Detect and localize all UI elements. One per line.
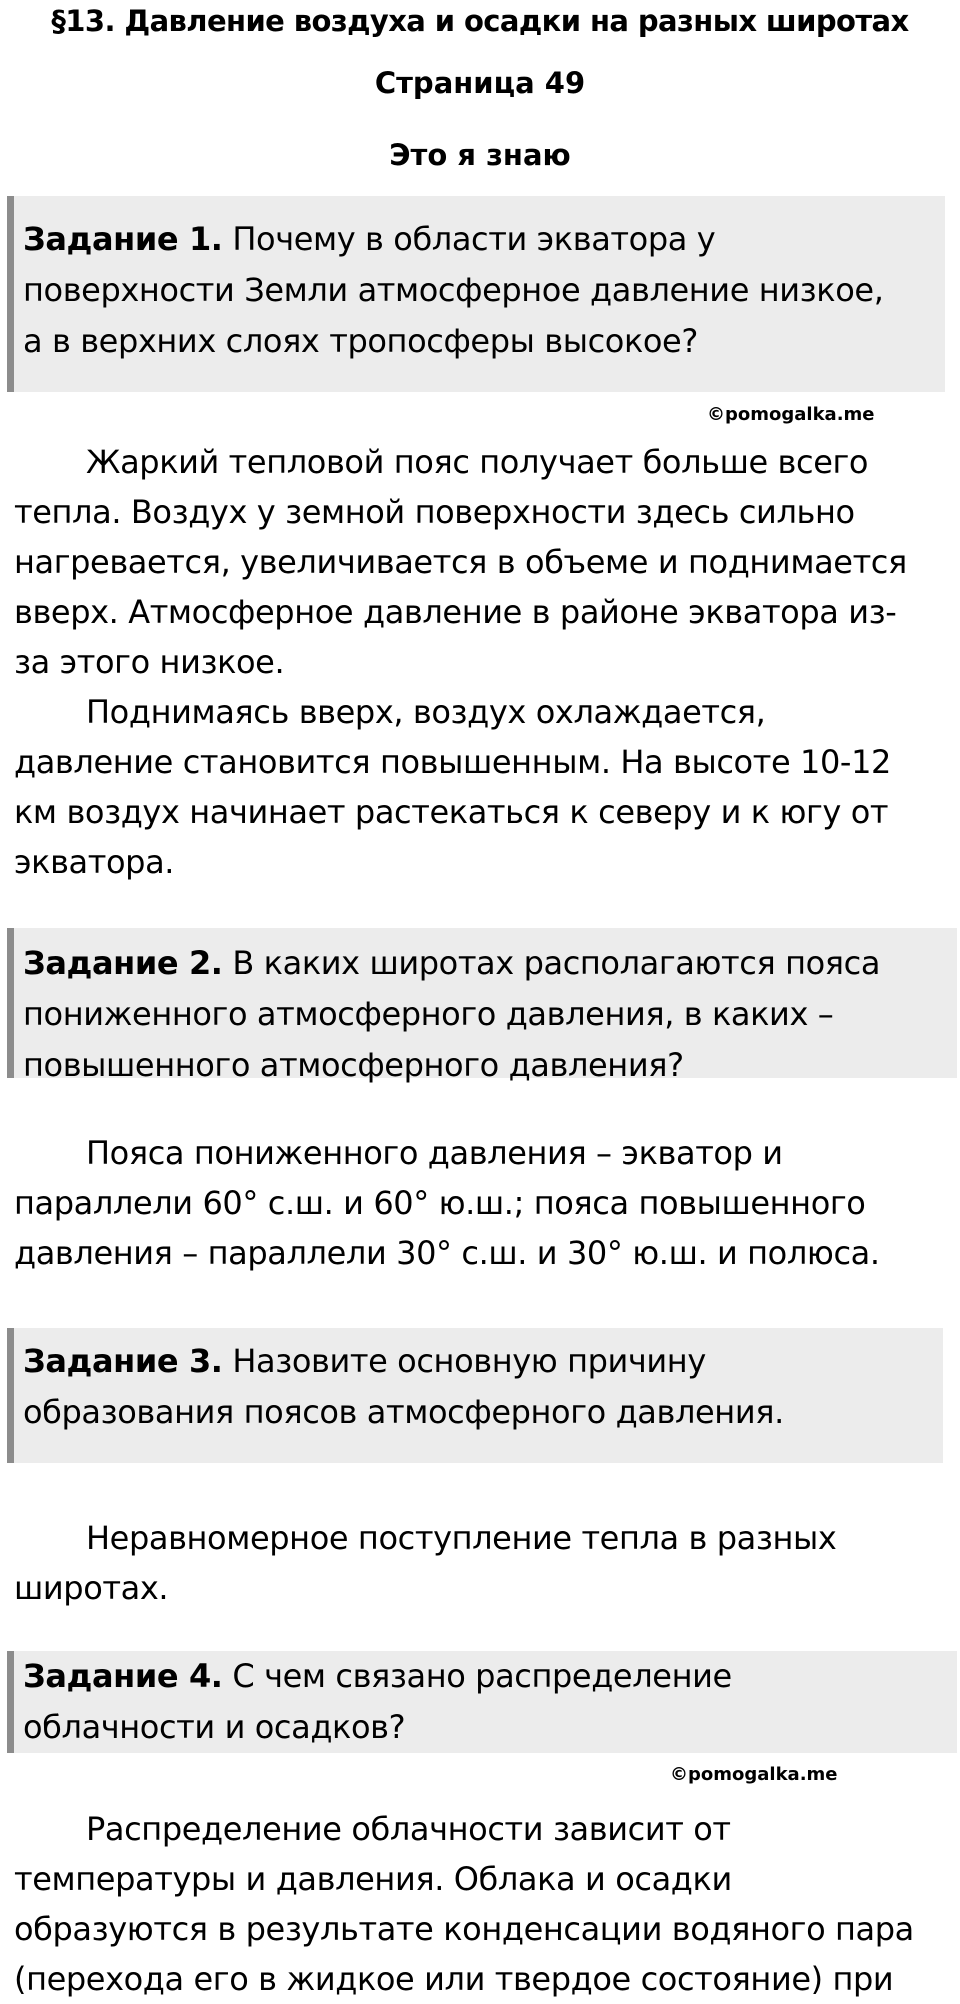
task-question-line: повышенного атмосферного давления?	[23, 1046, 684, 1084]
answer-line: Распределение облачности зависит от	[86, 1810, 731, 1848]
answer-line: Поднимаясь вверх, воздух охлаждается,	[86, 693, 766, 731]
task-question-line: а в верхних слоях тропосферы высокое?	[23, 322, 698, 360]
task-question-line: поверхности Земли атмосферное давление низкое,	[23, 271, 884, 309]
answer-line: давление становится повышенным. На высоте 10-12	[14, 743, 891, 781]
task-3-answer	[14, 1513, 836, 1613]
answer-line: тепла. Воздух у земной поверхности здесь сильно	[14, 493, 855, 531]
task-label: Задание 3.	[23, 1342, 223, 1380]
answer-line: параллели 60° с.ш. и 60° ю.ш.; пояса повышенного	[14, 1184, 866, 1222]
task-4-box	[7, 1651, 957, 1753]
answer-line: км воздух начинает растекаться к северу и к югу от	[14, 793, 889, 831]
task-4-answer	[14, 1804, 914, 2004]
watermark: ©pomogalka.me	[670, 1764, 838, 1785]
answer-line: Неравномерное поступление тепла в разных	[86, 1519, 837, 1557]
task-question-line: образования поясов атмосферного давления.	[23, 1393, 784, 1431]
answer-line: Пояса пониженного давления – экватор и	[86, 1134, 783, 1172]
task-label: Задание 1.	[23, 220, 223, 258]
task-label: Задание 2.	[23, 944, 223, 982]
task-2-box	[7, 928, 957, 1084]
page-title: §13. Давление воздуха и осадки на разных широтах	[51, 4, 909, 38]
answer-line: Жаркий тепловой пояс получает больше всего	[86, 443, 869, 481]
answer-line: образуются в результате конденсации водяного пара	[14, 1910, 914, 1948]
task-3-box	[7, 1328, 943, 1463]
answer-line: за этого низкое.	[14, 643, 285, 681]
answer-line: экватора.	[14, 843, 175, 881]
task-question-line: облачности и осадков?	[23, 1708, 406, 1746]
section-heading: Это я знаю	[389, 138, 571, 172]
task-1-answer	[14, 437, 907, 887]
task-1-box	[7, 196, 945, 392]
task-question-line: Задание 4. С чем связано распределение	[23, 1657, 732, 1695]
answer-line: давления – параллели 30° с.ш. и 30° ю.ш. и полюса.	[14, 1234, 880, 1272]
task-question-line: Задание 2. В каких широтах располагаются пояса	[23, 944, 881, 982]
task-label: Задание 4.	[23, 1657, 223, 1695]
task-question-line: Задание 3. Назовите основную причину	[23, 1342, 706, 1380]
answer-line: вверх. Атмосферное давление в районе экватора из-	[14, 593, 897, 631]
page-subtitle: Страница 49	[374, 66, 586, 100]
answer-line: нагревается, увеличивается в объеме и поднимается	[14, 543, 907, 581]
task-question-line: Задание 1. Почему в области экватора у	[23, 220, 716, 258]
watermark: ©pomogalka.me	[707, 404, 875, 425]
answer-line: широтах.	[14, 1569, 169, 1607]
answer-line: температуры и давления. Облака и осадки	[14, 1860, 732, 1898]
task-2-answer	[14, 1128, 880, 1278]
task-question-line: пониженного атмосферного давления, в каких –	[23, 995, 834, 1033]
answer-line: (перехода его в жидкое или твердое состояние) при	[14, 1960, 894, 1998]
